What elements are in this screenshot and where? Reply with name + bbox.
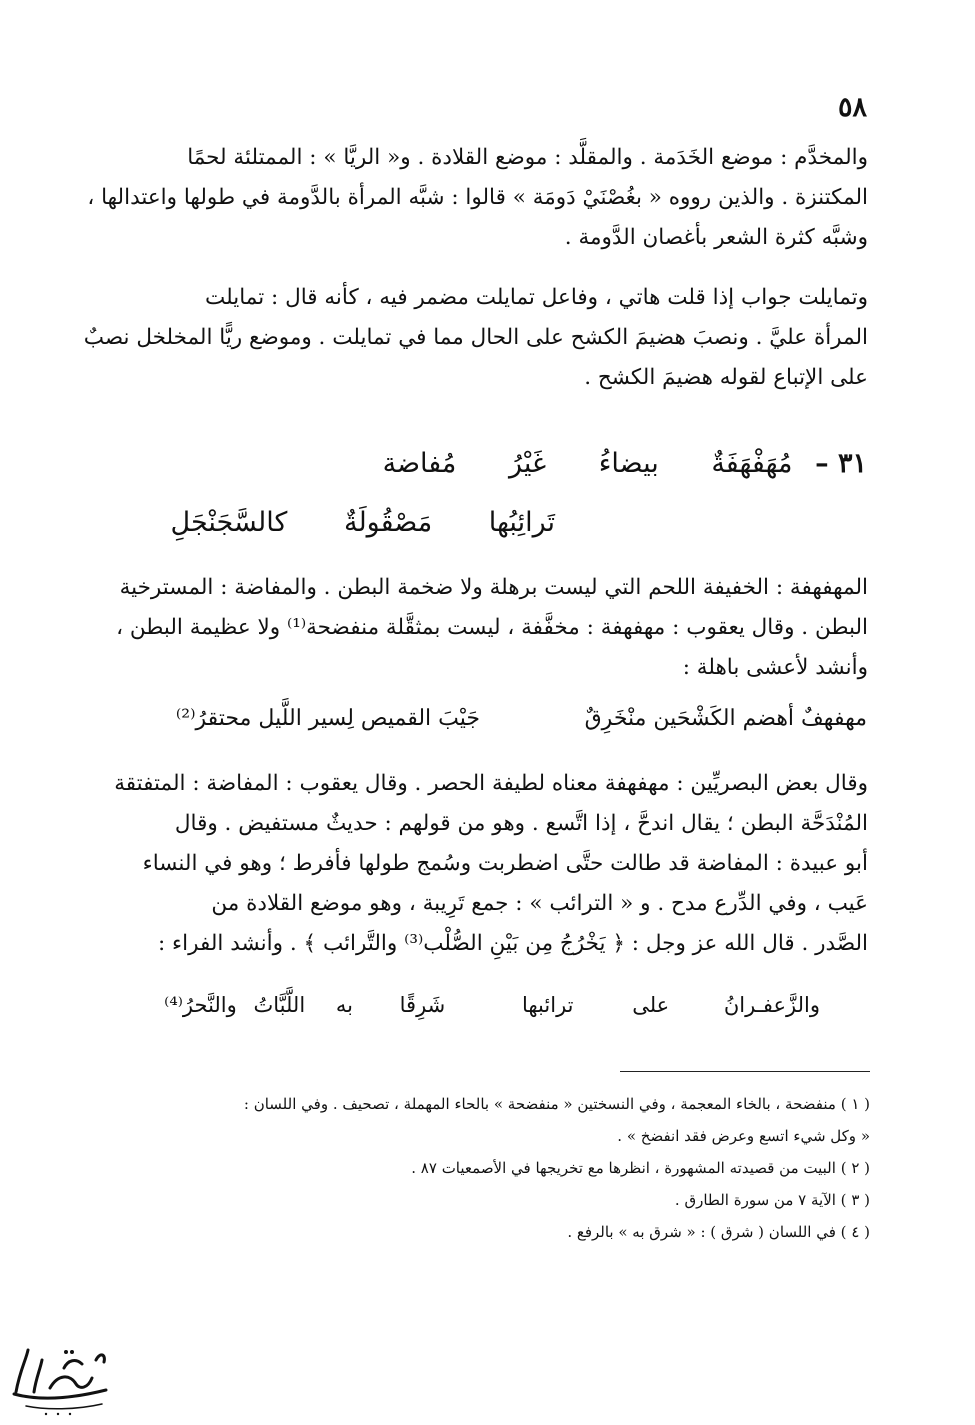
text-line: المهفهفة : الخفيفة اللحم التي ليست برهلة ولا ضخمة البطن . والمفاضة : المسترخية	[119, 575, 868, 600]
publisher-logo-icon	[6, 1330, 116, 1420]
verse-word: والزَّعفـرانُ	[723, 993, 820, 1017]
text-line: أبو عبيدة : المفاضة قد طالت حتَّى اضطربت وسُمج طولها فأفرط ؛ وهو في النساء	[142, 851, 868, 876]
verse-word: تَرائِبُها	[488, 507, 555, 538]
verse-word: على	[632, 993, 670, 1017]
verse-word: والنَّحرُ⁽⁴⁾	[164, 993, 237, 1017]
paragraph-4	[114, 764, 868, 964]
verse-31-hemistich-1	[383, 438, 867, 490]
text-line: عَيب ، وفي الدِّرع مدح . و « الترائب » : جمع تَرِيبة ، وهو موضع القلادة من	[211, 891, 868, 916]
verse-31-hemistich-2	[171, 497, 555, 549]
footnote-separator	[620, 1071, 870, 1072]
verse-word: كالسَّجَنْجَلِ	[170, 507, 288, 538]
verse-word: مَصْقُولَةٌ	[343, 507, 433, 538]
text-line: وأنشد لأعشى باهلة :	[682, 655, 868, 680]
text-line: المكتنزة . والذين رووه « بغُصْنَيْ دَومَة » قالوا : شبَّه المرأة بالدَّومة في طولها واعتدالها ،	[87, 185, 868, 210]
text-line: المُنْدَحَّة البطن ؛ يقال اندحَّ ، إذا اتَّسع . وهو من قولهم : حديثٌ مستفيض . وقال	[174, 811, 868, 836]
verse-word: ترائبها	[521, 993, 574, 1017]
text-line: وتمايلت جواب إذا قلت هاتي ، وفاعل تمايلت مضمر فيه ، كأنه قال : تمايلت	[205, 285, 868, 310]
paragraph-1	[87, 138, 868, 258]
verse-word: بيضاءُ	[598, 448, 659, 479]
text-line: على الإتباع لقوله هضيمَ الكشح .	[584, 365, 868, 390]
text-line: الصَّدر . قال الله عز وجل : ﴿ يَخْرُجُ مِن بَيْنِ الصُّلْب⁽³⁾ والتَّرائب ﴾ . وأنشد الفراء :	[157, 931, 868, 956]
footnote: « وكل شيء اتسع وعرض فقد انفضخ » .	[617, 1127, 870, 1145]
paragraph-2	[83, 278, 868, 398]
verse-number: ٣١ –	[815, 448, 867, 479]
footnotes	[140, 1088, 870, 1248]
verse-word: اللَّبَّاتُ	[253, 993, 306, 1017]
text-line: وقال بعض البصريِّين : مهفهفة معناه لطيفة الحصر . وقال يعقوب : المفاضة : المتفتقة	[114, 771, 868, 796]
paragraph-3	[116, 568, 868, 688]
text-line: البطن . وقال يعقوب : مهفهفة : مخفَّفة ، ليست بمثقَّلة منفضحة⁽¹⁾ ولا عظيمة البطن ،	[116, 615, 868, 640]
verse-a-sha-hemistich-1: مهفهفٌ أهضم الكَشْحَين منْخَرِقٌ	[584, 706, 867, 731]
footnote: ( ١ ) منفضحة ، بالخاء المعجمة ، وفي النسختين « منفضحة » بالحاء المهملة ، تصحيف . وفي اللسان :	[243, 1095, 870, 1113]
text-line: وشبَّه كثرة الشعر بأغصان الدَّومة .	[564, 225, 868, 250]
text-line: والمخدَّم : موضع الخَدَمة . والمقلَّد : موضع القلادة . و« الريَّا » : الممتلئة لحمًا	[187, 145, 868, 170]
verse-farra	[164, 993, 820, 1017]
verse-word: به	[335, 993, 353, 1017]
footnote: ( ٣ ) الآية ٧ من سورة الطارق .	[674, 1191, 870, 1209]
verse-word: مُفاضة	[382, 448, 457, 479]
text-line: المرأة عليَّ . ونصبَ هضيمَ الكشح على الحال مما في تمايلت . وموضع ريًّا المخلخل نصبٌ	[83, 325, 868, 350]
verse-word: مُهَفْهَفَةٌ	[711, 448, 793, 479]
page-number: ٥٨	[837, 92, 867, 123]
verse-word: شَرِقًا	[399, 993, 446, 1017]
verse-a-sha-hemistich-2: جَيْبَ القميص لِسير اللَّيل محتقرُ⁽²⁾	[175, 706, 480, 731]
verse-word: غَيْرُ	[508, 448, 547, 479]
footnote: ( ٢ ) البيت من قصيدته المشهورة ، انظرها مع تخريجها في الأصمعيات ٨٧ .	[411, 1159, 870, 1177]
footnote: ( ٤ ) في اللسان ( شرق ) : « شرق به » بالرفع .	[567, 1223, 870, 1241]
